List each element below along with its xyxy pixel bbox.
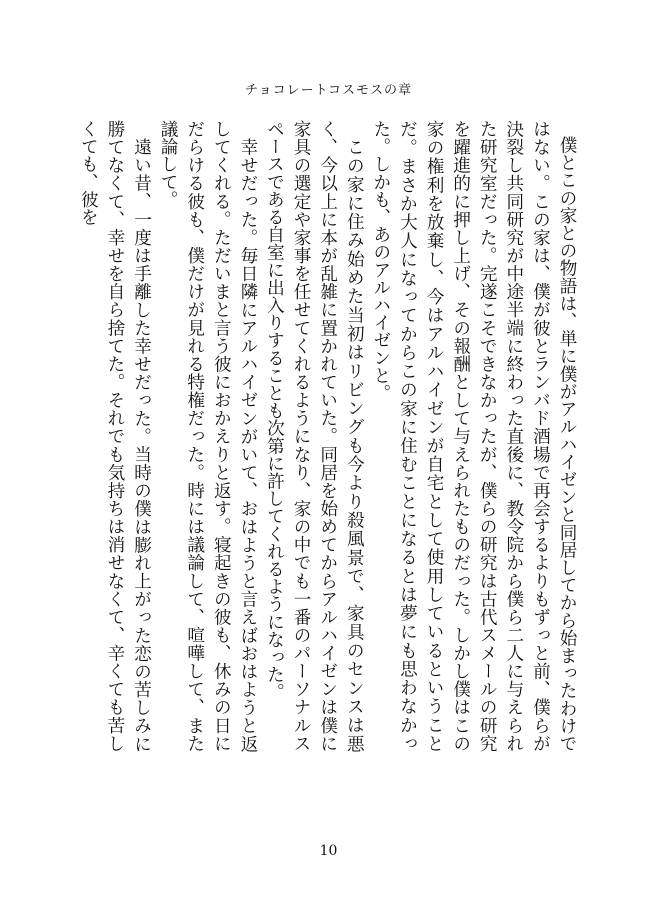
- paragraph-3: 幸せだった。毎日隣にアルハイゼンがいて、おはようと言えばおはようと返してくれる。ただいまと言う彼におかえりと返す。寝起きの彼も、休みの日にだらける彼も、僕だけが見れる特権だった。時には議論して、喧嘩して、また議論して。: [158, 120, 258, 752]
- paragraph-2: この家に住み始めた当初はリビングも今より殺風景で、家具のセンスは悪く、今以上に本が乱雑に置かれていた。同居を始めてからアルハイゼンは僕に家具の選定や家事を任せてくれるようになり、家の中でも一番のパーソナルスペースである自室に出入りすることも次第に許してくれるようになった。: [264, 120, 365, 752]
- vertical-body-text: [78, 120, 580, 752]
- paragraph-1: 僕とこの家との物語は、単に僕がアルハイゼンと同居してから始まったわけではない。この家は、僕が彼とランバド酒場で再会するよりもずっと前、僕らが決裂し共同研究が中途半端に終わった直後に、教令院から僕ら二人に与えられた研究室だった。完遂こそできなかったが、僕らの研究は古代スメールの研究を躍進的に押し上げ、その報酬として与えられたものだった。しかし僕はこの家の権利を放棄し、今はアルハイゼンが自宅として使用しているということだ。まさか大人になってからこの家に住むことになるとは夢にも思わなかった。しかも、あのアルハイゼンと。: [370, 120, 577, 752]
- running-header: チョコレートコスモスの章: [244, 83, 413, 98]
- paragraph-4: 遠い昔、一度は手離した幸せだった。当時の僕は膨れ上がった恋の苦しみに勝てなくて、幸せを自ら捨てた。それでも気持ちは消せなくて、辛くても苦しくても、彼を: [78, 120, 152, 752]
- page-number: 10: [319, 843, 338, 859]
